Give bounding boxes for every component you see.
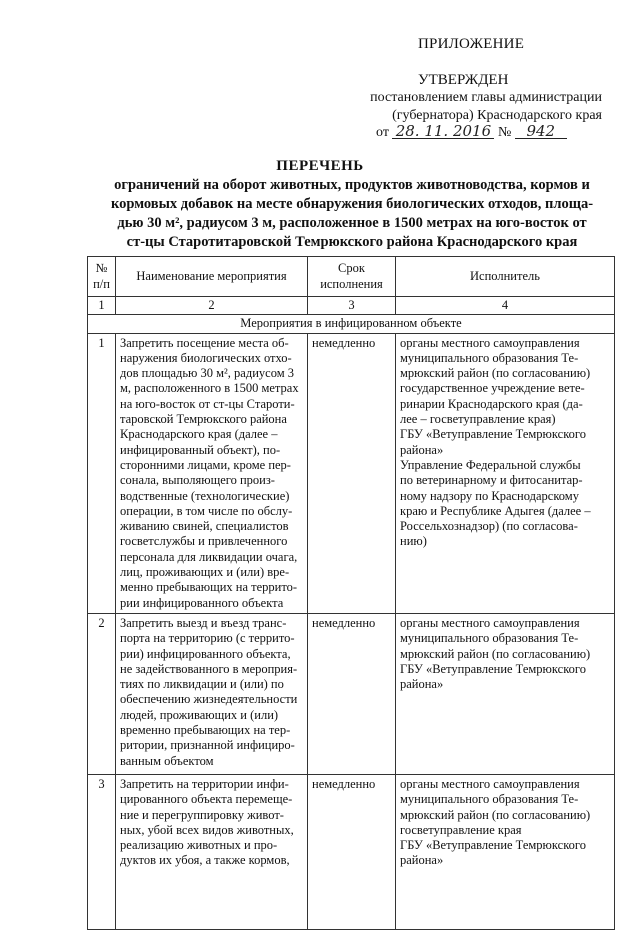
text-line: обеспечению жизнедеятельности	[120, 692, 298, 707]
text-line: района»	[400, 853, 444, 868]
text-line: краю и Республике Адыгея (далее –	[400, 503, 591, 518]
text-line: ГБУ «Ветуправление Темрюкского	[400, 427, 586, 442]
header-executor: Исполнитель	[396, 257, 615, 297]
row-deadline: немедленно	[308, 613, 396, 774]
approval-line-1: постановлением главы администрации	[370, 90, 602, 105]
text-line: тиях по ликвидации и (или) по	[120, 677, 284, 692]
row-number: 3	[88, 774, 116, 929]
text-line: мрюкский район (по согласованию)	[400, 366, 591, 381]
table-header-row	[88, 257, 615, 297]
table-row	[88, 774, 615, 929]
text-line: лиц, проживающих и (или) вре-	[120, 565, 290, 580]
index-cell: 1	[88, 297, 116, 315]
text-line: цированного объекта перемеще-	[120, 792, 293, 807]
text-line: дов площадью 30 м², радиусом 3	[120, 366, 294, 381]
number-sign: №	[497, 125, 512, 140]
text-line: лее – госветуправление края)	[400, 412, 556, 427]
text-line: органы местного самоуправления	[400, 615, 580, 630]
date-line	[376, 124, 567, 141]
text-line: м, расположенного в 1500 метрах	[120, 381, 299, 396]
text-line: района»	[400, 677, 444, 692]
text-line: ГБУ «Ветуправление Темрюкского	[400, 838, 586, 853]
text-line: сонала, выполяющего произ-	[120, 473, 275, 488]
text-line: Управление Федеральной службы	[400, 457, 581, 472]
text-line: госветуправление края	[400, 822, 522, 837]
header-number: № п/п	[88, 257, 116, 297]
text-line: ному надзору по Краснодарскому	[400, 488, 579, 503]
text-line: мрюкский район (по согласованию)	[400, 807, 591, 822]
text-line: ритории, признанной инфициро-	[120, 738, 295, 753]
document-subtitle	[92, 176, 612, 252]
text-line: ние и перегруппировку живот-	[120, 807, 284, 822]
row-executor	[396, 333, 615, 613]
row-action	[116, 613, 308, 774]
text-line: рии инфицированного объекта	[120, 595, 284, 610]
text-line: муниципального образования Те-	[400, 631, 579, 646]
measures-table	[87, 256, 615, 930]
text-line: органы местного самоуправления	[400, 335, 580, 350]
index-cell: 4	[396, 297, 615, 315]
text-line: дуктов их убоя, а также кормов,	[120, 853, 290, 868]
approval-line-2: (губернатора) Краснодарского края	[392, 108, 602, 123]
text-line: ГБУ «Ветуправление Темрюкского	[400, 661, 586, 676]
appendix-label: ПРИЛОЖЕНИЕ	[418, 36, 525, 52]
row-executor	[396, 774, 615, 929]
row-number: 2	[88, 613, 116, 774]
table-section-row	[88, 315, 615, 333]
header-action: Наименование мероприятия	[116, 257, 308, 297]
text-line: государственное учреждение вете-	[400, 381, 585, 396]
row-action	[116, 333, 308, 613]
text-line: органы местного самоуправления	[400, 776, 580, 791]
text-line: Запретить выезд и въезд транс-	[120, 615, 287, 630]
text-line: персонала для ликвидации очага,	[120, 549, 298, 564]
text-line: Россельхознадзор) (по согласова-	[400, 519, 578, 534]
text-line: не задействованного в мероприя-	[120, 661, 298, 676]
text-line: мрюкский район (по согласованию)	[400, 646, 591, 661]
text-line: менно пребывающих на террито-	[120, 580, 298, 595]
table-row	[88, 333, 615, 613]
text-line: ванным объектом	[120, 753, 214, 768]
text-line: живанию свиней, специалистов	[120, 519, 289, 534]
index-cell: 2	[116, 297, 308, 315]
text-line: таровской Темрюкского района	[120, 412, 287, 427]
text-line: муниципального образования Те-	[400, 792, 579, 807]
text-line: сторонними лицами, кроме пер-	[120, 457, 291, 472]
handwritten-number: 942	[515, 124, 567, 139]
text-line: инфицированный объект), по-	[120, 442, 281, 457]
text-line: района»	[400, 442, 444, 457]
row-number: 1	[88, 333, 116, 613]
text-line: операции, в том числе по обслу-	[120, 503, 293, 518]
subtitle-line: кормовых добавок на месте обнаружения биологических отходов, площа-	[110, 196, 594, 212]
section-title: Мероприятия в инфицированном объекте	[88, 315, 615, 333]
header-deadline: Срок исполнения	[308, 257, 396, 297]
row-deadline: немедленно	[308, 774, 396, 929]
subtitle-line: ограничений на оборот животных, продуктов животноводства, кормов и	[114, 177, 590, 193]
text-line: ринарии Краснодарского края (да-	[400, 396, 583, 411]
text-line: нию)	[400, 534, 427, 549]
text-line: людей, проживающих и (или)	[120, 707, 279, 722]
text-line: наружения биологических отхо-	[120, 350, 292, 365]
text-line: муниципального образования Те-	[400, 350, 579, 365]
text-line: ных, убой всех видов животных,	[120, 822, 294, 837]
subtitle-line: дью 30 м², радиусом 3 м, расположенное в 1500 метрах на юго-восток от	[117, 215, 587, 231]
document-title: ПЕРЕЧЕНЬ	[276, 158, 364, 174]
text-line: порта на территорию (с террито-	[120, 631, 295, 646]
text-line: водственные (технологические)	[120, 488, 290, 503]
date-prefix: от	[376, 125, 389, 140]
subtitle-line: ст-цы Старотитаровской Темрюкского района Краснодарского края	[126, 234, 578, 250]
row-deadline: немедленно	[308, 333, 396, 613]
table-row	[88, 613, 615, 774]
text-line: госветслужбы и привлеченного	[120, 534, 288, 549]
text-line: Запретить на территории инфи-	[120, 776, 289, 791]
row-action	[116, 774, 308, 929]
text-line: реализацию животных и про-	[120, 838, 278, 853]
handwritten-date: 28. 11. 2016	[392, 124, 494, 139]
text-line: временно пребывающих на тер-	[120, 723, 291, 738]
index-cell: 3	[308, 297, 396, 315]
approved-label: УТВЕРЖДЕН	[418, 72, 509, 88]
text-line: Краснодарского края (далее –	[120, 427, 278, 442]
row-executor	[396, 613, 615, 774]
table-index-row	[88, 297, 615, 315]
text-line: по ветеринарному и фитосанитар-	[400, 473, 583, 488]
text-line: на юго-восток от ст-цы Староти-	[120, 396, 295, 411]
text-line: Запретить посещение места об-	[120, 335, 289, 350]
text-line: рии) инфицированного объекта,	[120, 646, 291, 661]
